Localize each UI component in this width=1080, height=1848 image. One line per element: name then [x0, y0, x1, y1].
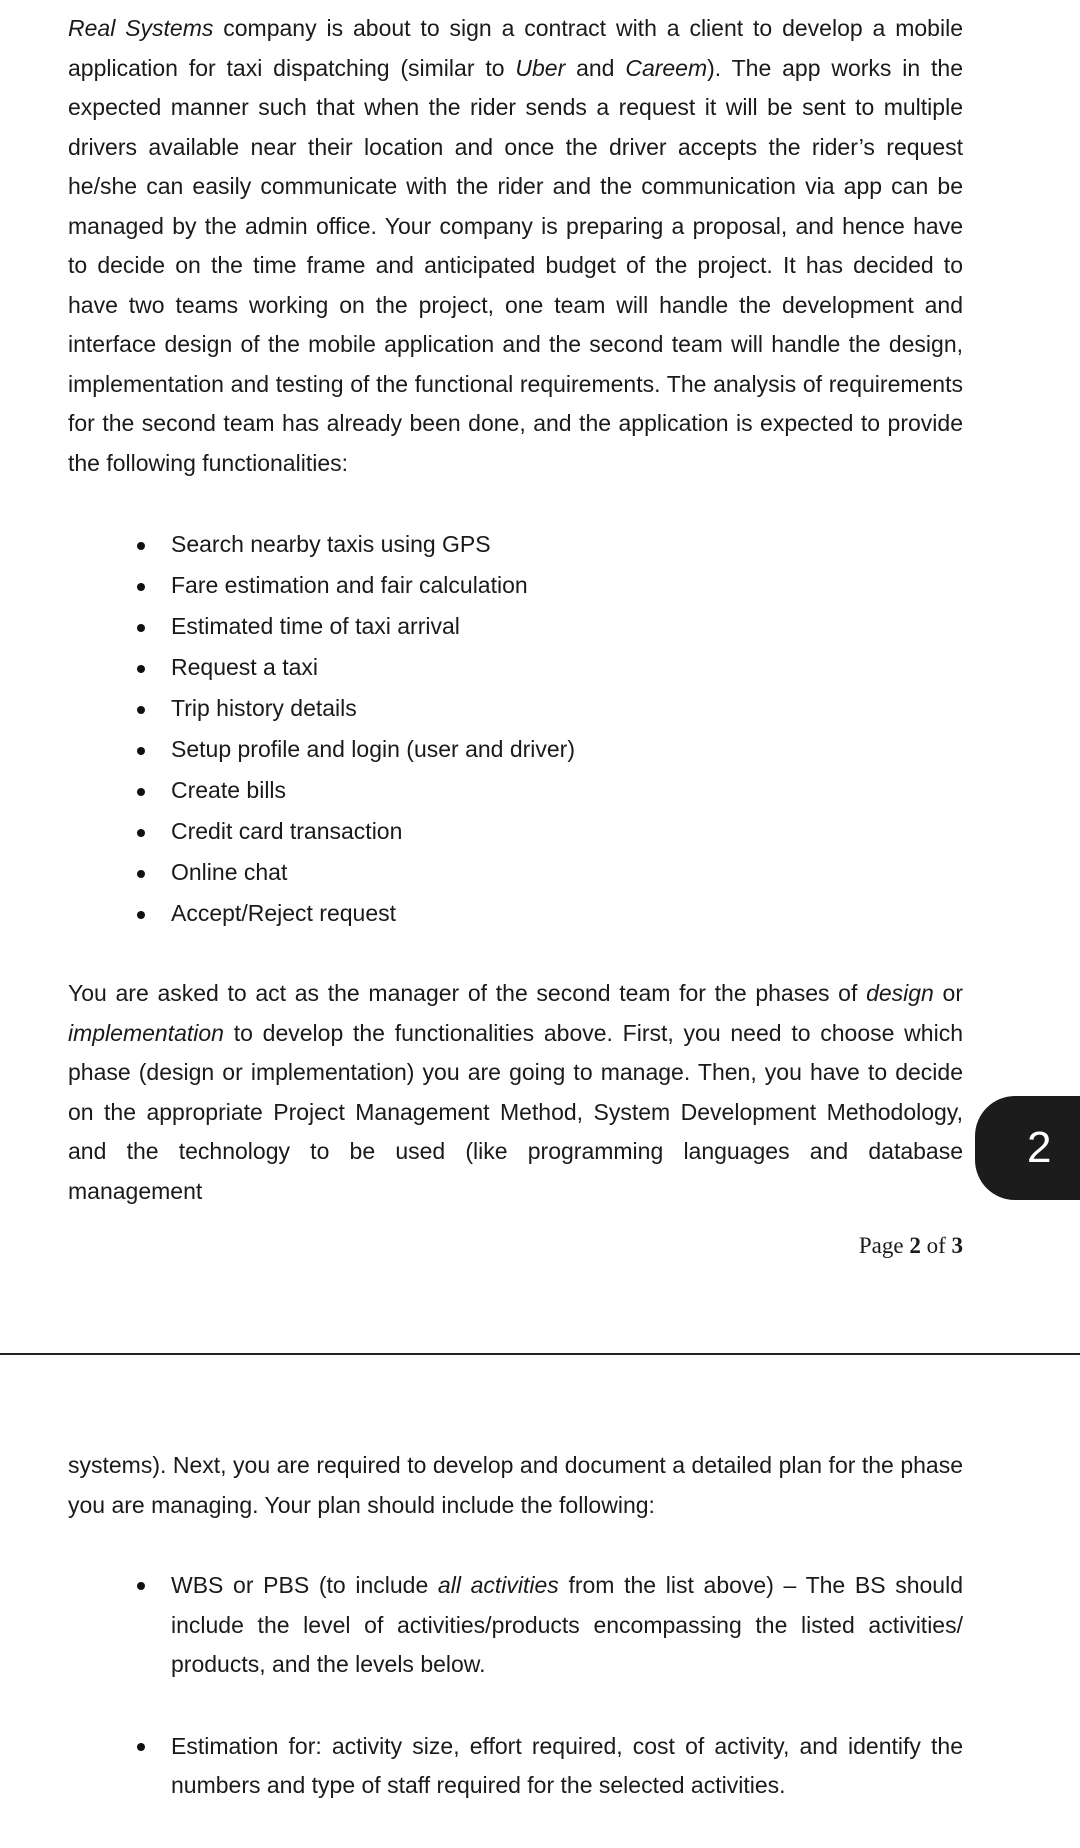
- text-run: WBS or PBS (to include: [171, 1572, 438, 1598]
- text-run: and: [565, 54, 626, 81]
- list-item: Fare estimation and fair calculation: [0, 565, 575, 606]
- text-run: from the list above) – The BS should include the level of activities/products encompassing the listed activities/ products, and the levels below.: [171, 1572, 963, 1677]
- list-item: Estimated time of taxi arrival: [0, 606, 575, 647]
- page-divider: [0, 1353, 1080, 1355]
- italic-text: implementation: [68, 1019, 224, 1046]
- list-item: [0, 1566, 963, 1685]
- plan-items-list: [0, 1566, 963, 1848]
- list-item: [0, 1727, 963, 1806]
- list-item: Search nearby taxis using GPS: [0, 524, 575, 565]
- page-footer: [859, 1233, 963, 1259]
- list-item: Credit card transaction: [0, 811, 575, 852]
- intro-paragraph: [68, 9, 963, 483]
- list-item: Create bills: [0, 770, 575, 811]
- italic-text: Careem: [625, 54, 708, 81]
- page-footer-total: 3: [951, 1233, 963, 1258]
- text-run: company is about to sign a contract with a client to develop a mobile application for taxi dispatching (similar to: [68, 15, 963, 81]
- text-run: ). The app works in the expected manner such that when the rider sends a request it will be sent to multiple drivers available near their location and once the driver accepts the rider’s request he/she can easily communicate with the rider and the communication via app can be managed by the admin office. Your company is preparing a proposal, and hence have to decide on the time frame and anticipated budget of the project. It has decided to have two teams working on the project, one team will handle the development and interface design of the mobile application and the second team will handle the design, implementation and testing of the functional requirements. The analysis of requirements for the second team has already been done, and the application is expected to provide the following functionalities:: [68, 54, 963, 476]
- italic-text: design: [866, 980, 934, 1006]
- text-run: or: [933, 980, 963, 1006]
- list-item: Accept/Reject request: [0, 893, 575, 934]
- page-footer-current: 2: [909, 1233, 921, 1258]
- page-number-tab[interactable]: 2: [975, 1096, 1080, 1200]
- continuation-paragraph: systems). Next, you are required to develop and document a detailed plan for the phase you are managing. Your plan should include the following:: [68, 1452, 963, 1518]
- functionalities-list: [0, 524, 575, 934]
- list-item: Trip history details: [0, 688, 575, 729]
- page-footer-separator: of: [920, 1233, 952, 1258]
- list-item: Online chat: [0, 852, 575, 893]
- page-footer-prefix: Page: [858, 1233, 910, 1258]
- text-run: Estimation for: activity size, effort required, cost of activity, and identify the numbers and type of staff required for the selected activities.: [171, 1732, 963, 1798]
- italic-text: Real Systems: [68, 15, 214, 41]
- task-paragraph: [68, 974, 963, 1211]
- list-item: Request a taxi: [0, 647, 575, 688]
- text-run: You are asked to act as the manager of the second team for the phases of: [68, 980, 867, 1006]
- list-item: Setup profile and login (user and driver): [0, 729, 575, 770]
- italic-text: all activities: [437, 1572, 559, 1598]
- italic-text: Uber: [515, 54, 566, 81]
- text-run: to develop the functionalities above. First, you need to choose which phase (design or implementation) you are going to manage. Then, you have to decide on the appropriate Project Management Method, System Development Methodology, and the technology to be used (like programming languages and database management: [68, 1019, 963, 1204]
